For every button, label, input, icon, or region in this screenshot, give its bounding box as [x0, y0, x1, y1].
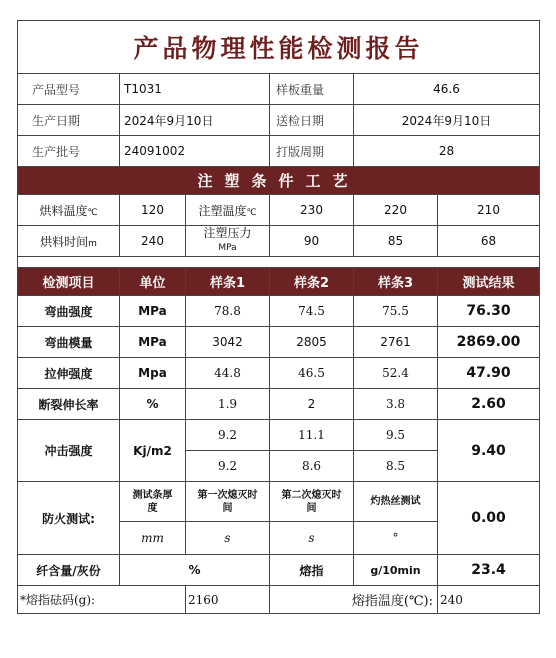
batch-value: 24091002 — [120, 136, 270, 167]
dry-time-value: 240 — [120, 226, 186, 257]
row-name: 弯曲强度 — [18, 296, 120, 327]
cycle-value: 28 — [354, 136, 540, 167]
send-date-value: 2024年9月10日 — [354, 105, 540, 136]
fire-col-thickness: 测试条厚度 — [120, 482, 186, 522]
header-sample-2: 样条2 — [270, 268, 354, 296]
dry-time-label: 烘料时间m — [18, 226, 120, 257]
pressure-2: 85 — [354, 226, 438, 257]
row-sample-1: 44.8 — [186, 358, 270, 389]
table-row — [18, 389, 540, 420]
row-unit: % — [120, 389, 186, 420]
row-name: 弯曲模量 — [18, 327, 120, 358]
row-unit: MPa — [120, 296, 186, 327]
fire-unit-s2: s — [270, 522, 354, 555]
melt-unit: g/10min — [354, 555, 438, 586]
row-sample-2: 74.5 — [270, 296, 354, 327]
row-name: 断裂伸长率 — [18, 389, 120, 420]
impact-result: 9.40 — [438, 420, 540, 482]
row-unit: Mpa — [120, 358, 186, 389]
row-sample-3: 3.8 — [354, 389, 438, 420]
melt-value: 23.4 — [438, 555, 540, 586]
fire-name: 防火测试: — [18, 482, 120, 555]
fiber-name: 纤含量/灰份 — [18, 555, 120, 586]
pressure-1: 90 — [270, 226, 354, 257]
row-sample-2: 2805 — [270, 327, 354, 358]
row-name: 拉伸强度 — [18, 358, 120, 389]
table-row — [18, 296, 540, 327]
batch-label: 生产批号 — [18, 136, 120, 167]
send-date-label: 送检日期 — [270, 105, 354, 136]
row-unit: MPa — [120, 327, 186, 358]
row-result: 2.60 — [438, 389, 540, 420]
impact-unit: Kj/m2 — [120, 420, 186, 482]
footer-weight-value: 2160 — [186, 586, 270, 614]
melt-label: 熔指 — [270, 555, 354, 586]
pressure-3: 68 — [438, 226, 540, 257]
weight-label: 样板重量 — [270, 74, 354, 105]
prod-date-label: 生产日期 — [18, 105, 120, 136]
pressure-label: 注塑压力 MPa — [186, 226, 270, 257]
report-table — [17, 20, 540, 614]
mold-temp-3: 210 — [438, 195, 540, 226]
row-sample-3: 52.4 — [354, 358, 438, 389]
impact-r2-s2: 8.6 — [270, 451, 354, 482]
dry-temp-label: 烘料温度℃ — [18, 195, 120, 226]
dry-temp-value: 120 — [120, 195, 186, 226]
row-sample-3: 75.5 — [354, 296, 438, 327]
impact-name: 冲击强度 — [18, 420, 120, 482]
header-sample-3: 样条3 — [354, 268, 438, 296]
row-result: 2869.00 — [438, 327, 540, 358]
header-unit: 单位 — [120, 268, 186, 296]
row-sample-3: 2761 — [354, 327, 438, 358]
model-value: T1031 — [120, 74, 270, 105]
cycle-label: 打版周期 — [270, 136, 354, 167]
row-sample-1: 78.8 — [186, 296, 270, 327]
row-result: 47.90 — [438, 358, 540, 389]
table-row — [18, 358, 540, 389]
footer-temp-label: 熔指温度(℃): — [270, 586, 438, 614]
footer-temp-value: 240 — [438, 586, 540, 614]
header-result: 测试结果 — [438, 268, 540, 296]
model-label: 产品型号 — [18, 74, 120, 105]
impact-r2-s3: 8.5 — [354, 451, 438, 482]
fire-unit-deg: ° — [354, 522, 438, 555]
spacer-row — [18, 257, 540, 268]
impact-r1-s2: 11.1 — [270, 420, 354, 451]
impact-r1-s1: 9.2 — [186, 420, 270, 451]
fire-unit-mm: mm — [120, 522, 186, 555]
fire-col-first: 第一次熄灭时间 — [186, 482, 270, 522]
report-title: 产品物理性能检测报告 — [18, 21, 540, 74]
mold-temp-label: 注塑温度℃ — [186, 195, 270, 226]
row-sample-2: 2 — [270, 389, 354, 420]
row-sample-1: 3042 — [186, 327, 270, 358]
row-sample-1: 1.9 — [186, 389, 270, 420]
process-title: 注塑条件工艺 — [18, 167, 540, 195]
impact-r1-s3: 9.5 — [354, 420, 438, 451]
mold-temp-2: 220 — [354, 195, 438, 226]
fire-result: 0.00 — [438, 482, 540, 555]
report-sheet — [17, 20, 539, 643]
prod-date-value: 2024年9月10日 — [120, 105, 270, 136]
mold-temp-1: 230 — [270, 195, 354, 226]
header-sample-1: 样条1 — [186, 268, 270, 296]
footer-weight-label: *熔指砝码(g): — [18, 586, 186, 614]
row-result: 76.30 — [438, 296, 540, 327]
fiber-unit: % — [120, 555, 270, 586]
header-item: 检测项目 — [18, 268, 120, 296]
weight-value: 46.6 — [354, 74, 540, 105]
row-sample-2: 46.5 — [270, 358, 354, 389]
fire-col-glow: 灼热丝测试 — [354, 482, 438, 522]
fire-unit-s1: s — [186, 522, 270, 555]
impact-r2-s1: 9.2 — [186, 451, 270, 482]
fire-col-second: 第二次熄灭时间 — [270, 482, 354, 522]
table-row — [18, 327, 540, 358]
